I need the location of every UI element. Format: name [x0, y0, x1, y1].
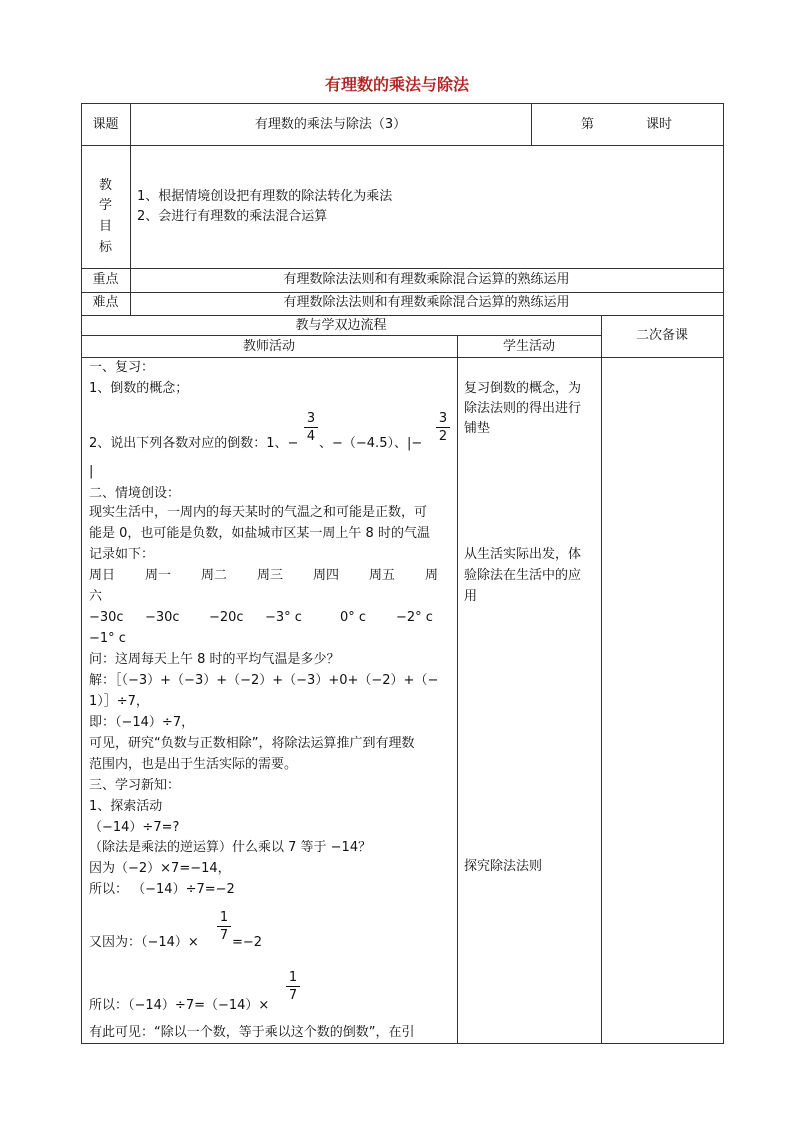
period-suffix: 课时	[646, 117, 673, 132]
goal-item: 1、根据情境创设把有理数的除法转化为乘法	[137, 189, 393, 204]
weekday-label: 周一	[145, 568, 172, 583]
student-line: 用	[464, 589, 478, 604]
temperature-value: −3° c	[265, 610, 302, 625]
weekday-label: 周日	[89, 568, 116, 583]
weekday-label: 周四	[313, 568, 340, 583]
teacher-line: 又因为：（−14）×	[89, 935, 199, 950]
teacher-line: 、−（−4.5）、|−	[319, 436, 423, 451]
student-line: 验除法在生活中的应	[464, 568, 582, 583]
student-line: 铺垫	[464, 421, 491, 436]
goals-label-4: 标	[98, 240, 112, 255]
student-column-header: 学生活动	[502, 339, 555, 354]
teacher-line: 1、探索活动	[89, 799, 163, 814]
weekday-label: 周	[425, 568, 439, 583]
teacher-line: 所以： （−14）÷7=−2	[89, 882, 235, 897]
weekday-label: 周三	[257, 568, 284, 583]
student-line: 探究除法法则	[464, 859, 543, 874]
teacher-line: 解：［（−3）+（−3）+（−2）+（−3）+0+（−2）+（−	[89, 673, 439, 688]
teacher-line: 因为（−2）×7=−14，	[89, 861, 231, 876]
period-prefix: 第	[581, 117, 595, 132]
difficulty-text: 有理数除法法则和有理数乘除混合运算的熟练运用	[283, 295, 570, 310]
teacher-line: 所以：（−14）÷7=（−14）×	[89, 998, 270, 1013]
document-title: 有理数的乘法与除法	[324, 75, 469, 94]
teacher-line: （−14）÷7=?	[89, 820, 180, 835]
temperature-value: 0° c	[340, 610, 367, 625]
student-line: 从生活实际出发，体	[464, 547, 582, 562]
student-line: 除法法则的得出进行	[464, 401, 582, 416]
teacher-line: 能是 0，也可能是负数，如盐城市区某一周上午 8 时的气温	[89, 526, 430, 541]
weekday-label: 六	[89, 589, 103, 604]
teacher-column-header: 教师活动	[242, 339, 295, 354]
teacher-line: |	[89, 464, 94, 479]
fraction-three-quarters: 3 4	[304, 411, 318, 444]
student-line: 复习倒数的概念，为	[464, 381, 582, 396]
teacher-line: 记录如下：	[89, 547, 155, 562]
teacher-line: （除法是乘法的逆运算）什么乘以 7 等于 −14？	[89, 840, 372, 855]
goals-label-1: 教	[98, 178, 112, 193]
teacher-line: 即：（−14）÷7，	[89, 715, 195, 730]
teacher-line: =−2	[232, 935, 263, 950]
teacher-line: 三、学习新知：	[89, 778, 181, 793]
teacher-line: 二、情境创设：	[89, 486, 181, 501]
temperature-value: −2° c	[396, 610, 433, 625]
teacher-line: 2、说出下列各数对应的倒数：1、−	[89, 436, 299, 451]
difficulty-label: 难点	[92, 295, 119, 310]
backup-column-header: 二次备课	[635, 328, 688, 343]
goals-label-2: 学	[98, 198, 112, 213]
fraction-one-seventh: 1 7	[286, 970, 300, 1003]
weekday-label: 周五	[369, 568, 396, 583]
process-title: 教与学双边流程	[295, 318, 387, 333]
teacher-line: 1）］÷7，	[89, 694, 149, 709]
fraction-three-halves: 3 2	[436, 411, 450, 444]
teacher-line: 有此可见：“除以一个数，等于乘以这个数的倒数”，在引	[89, 1025, 415, 1040]
temperature-value: −30c	[89, 610, 124, 625]
teacher-line: 现实生活中，一周内的每天某时的气温之和可能是正数，可	[89, 505, 428, 520]
teacher-line: 1、倒数的概念；	[89, 381, 189, 396]
subject-value: 有理数的乘法与除法（3）	[254, 117, 407, 132]
key-point-label: 重点	[92, 272, 119, 287]
weekday-label: 周二	[201, 568, 228, 583]
key-point-text: 有理数除法法则和有理数乘除混合运算的熟练运用	[283, 272, 570, 287]
subject-label: 课题	[92, 117, 119, 132]
teacher-line: 可见，研究“负数与正数相除”，将除法运算推广到有理数	[89, 736, 415, 751]
teacher-line: 范围内，也是出于生活实际的需要。	[89, 757, 298, 772]
temperature-value: −20c	[209, 610, 244, 625]
teacher-line: 一、复习：	[89, 360, 155, 375]
temperature-value: −30c	[145, 610, 180, 625]
fraction-one-seventh: 1 7	[217, 910, 231, 943]
goals-label-3: 目	[98, 219, 112, 234]
teacher-line: 问：这周每天上午 8 时的平均气温是多少？	[89, 652, 340, 667]
goal-item: 2、会进行有理数的乘法混合运算	[137, 209, 328, 224]
temperature-value: −1° c	[89, 631, 126, 646]
